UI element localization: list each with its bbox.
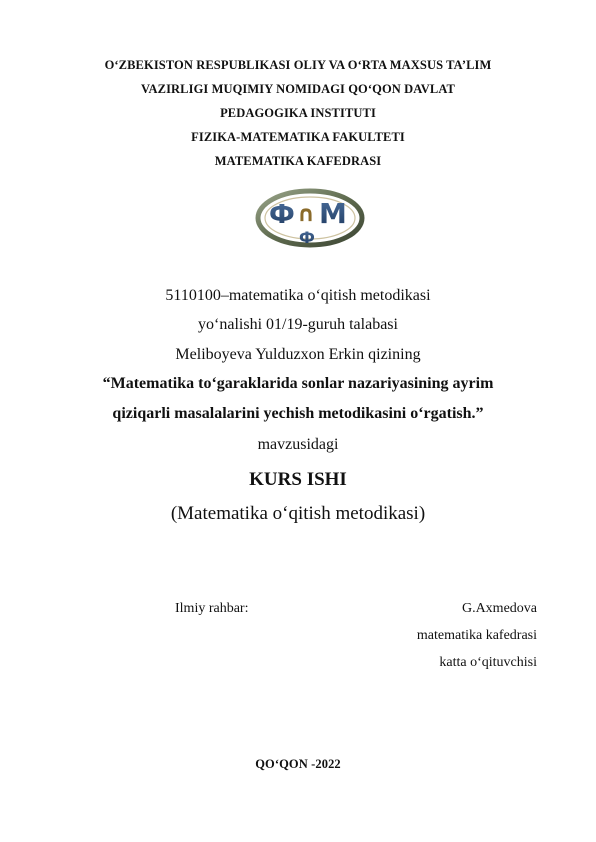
logo-letter-arch: ∩: [297, 202, 315, 227]
topic-label: mavzusidagi: [257, 436, 339, 453]
logo-letter-f: Ф: [269, 200, 295, 230]
student-line-2: yo‘nalishi 01/19-guruh talabasi: [198, 316, 398, 333]
supervisor-name: G.Axmedova: [461, 601, 537, 616]
header-line-1: O‘ZBEKISTON RESPUBLIKASI OLIY VA O‘RTA MAXSUS TA’LIM: [104, 58, 492, 72]
place-year: QO‘QON -2022: [255, 757, 341, 771]
topic-line-1: “Matematika to‘garaklarida sonlar nazariyasining ayrim: [102, 375, 494, 392]
supervisor-label: Ilmiy rahbar:: [175, 601, 249, 616]
header-line-5: MATEMATIKA KAFEDRASI: [214, 154, 382, 168]
header-line-4: FIZIKA-MATEMATIKA FAKULTETI: [191, 130, 405, 144]
work-title: KURS ISHI: [249, 469, 347, 490]
logo-letter-f-small: Ф: [299, 228, 315, 247]
student-line-1: 5110100–matematika o‘qitish metodikasi: [165, 287, 431, 304]
header-line-2: VAZIRLIGI MUQIMIY NOMIDAGI QO‘QON DAVLAT: [141, 82, 455, 96]
supervisor-department: matematika kafedrasi: [416, 628, 537, 643]
logo-letter-m: M: [319, 197, 347, 230]
work-subject: (Matematika o‘qitish metodikasi): [170, 503, 426, 524]
faculty-logo-icon: [255, 187, 365, 249]
student-name: Meliboyeva Yulduzxon Erkin qizining: [175, 346, 421, 363]
supervisor-position: katta o‘qituvchisi: [439, 655, 537, 670]
topic-line-2: qiziqarli masalalarini yechish metodikasini o‘rgatish.”: [112, 405, 484, 422]
header-line-3: PEDAGOGIKA INSTITUTI: [220, 106, 376, 120]
